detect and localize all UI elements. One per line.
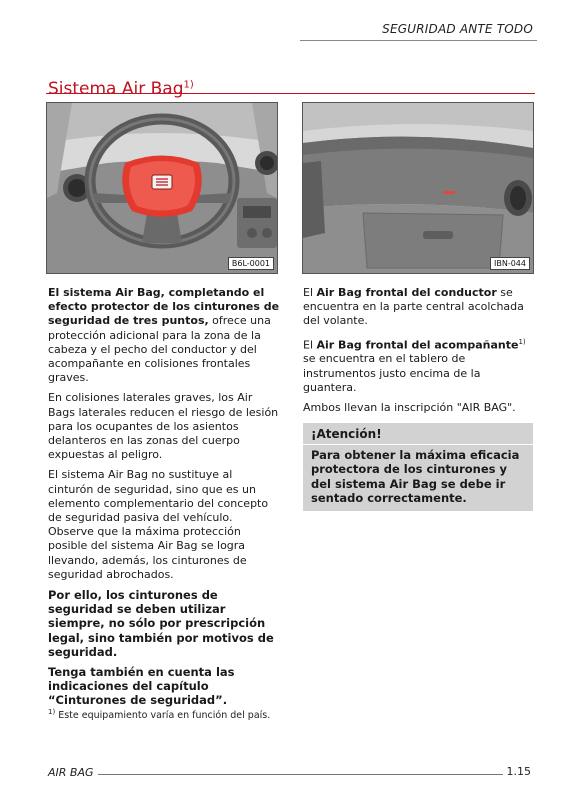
warning-body: Para obtener la máxima eficacia protectora de los cinturones y del sistema Air Bag se debe ir sentado correctamente. xyxy=(311,448,520,505)
paragraph-driver-airbag xyxy=(303,286,533,329)
intro-text: ofrece una protección adicional para la zona de la cabeza y el pecho del conductor y del acompañante en colisiones frontales graves. xyxy=(48,314,271,385)
passenger-airbag-text: se encuentra en el tablero de instrumentos justo encima de la guantera. xyxy=(303,352,481,394)
page-number: 1.15 xyxy=(506,765,531,778)
figure-code-passenger: IBN-044 xyxy=(490,257,530,270)
steering-wheel-airbag-icon xyxy=(47,103,277,273)
right-column xyxy=(303,286,533,511)
footnote-marker: 1) xyxy=(48,708,56,716)
passenger-footnote-marker: 1) xyxy=(518,337,526,346)
figure-code-driver: B6L-0001 xyxy=(228,257,274,270)
left-column xyxy=(48,286,280,714)
figure-driver-airbag xyxy=(46,102,278,274)
title-footnote-marker: 1) xyxy=(183,79,194,91)
dashboard-passenger-airbag-icon xyxy=(303,103,533,273)
paragraph-side-airbags: En colisiones laterales graves, los Air Bags laterales reducen el riesgo de lesión para los ocupantes de los asientos delanteros en las zonas del cuerpo expuestas al peligro. xyxy=(48,391,279,462)
warning-box xyxy=(303,423,533,511)
title-text: Sistema Air Bag xyxy=(48,79,184,100)
page-title xyxy=(48,79,194,99)
passenger-airbag-prefix: El xyxy=(303,338,317,352)
paragraph-seatbelt-complement: El sistema Air Bag no sustituye al cinturón de seguridad, sino que es un elemento complementario del concepto de seguridad pasiva del vehículo. Observe que la máxima protección posible del sistema Air Bag se logra llevando, además, los cinturones de seguridad abrochados. xyxy=(48,468,269,581)
warning-title: ¡Atención! xyxy=(303,426,533,445)
footer-section-label: AIR BAG xyxy=(48,766,94,779)
footnote-text: Este equipamiento varía en función del país. xyxy=(55,710,271,722)
running-header: SEGURIDAD ANTE TODO xyxy=(382,22,533,36)
paragraph-airbag-inscription: Ambos llevan la inscripción "AIR BAG". xyxy=(303,401,516,415)
header-divider xyxy=(300,40,537,41)
paragraph-see-chapter: Tenga también en cuenta las indicaciones del capítulo “Cinturones de seguridad”. xyxy=(48,665,235,708)
driver-airbag-text: se encuentra en la parte central acolchada del volante. xyxy=(303,286,524,328)
title-divider xyxy=(46,93,535,94)
driver-airbag-bold: Air Bag frontal del conductor xyxy=(316,286,497,299)
intro-bold-text: El sistema Air Bag, completando el efecto protector de los cinturones de seguridad de tres puntos, xyxy=(48,286,280,328)
figure-passenger-airbag xyxy=(302,102,534,274)
paragraph-passenger-airbag xyxy=(303,335,533,395)
footer-divider xyxy=(98,774,503,775)
paragraph-seatbelt-always: Por ello, los cinturones de seguridad se deben utilizar siempre, no sólo por prescripción legal, sino también por motivos de seguridad. xyxy=(48,588,274,659)
footnote xyxy=(48,708,270,721)
passenger-airbag-bold: Air Bag frontal del acompañante xyxy=(316,338,519,352)
driver-airbag-prefix: El xyxy=(303,286,317,299)
paragraph-intro xyxy=(48,286,280,385)
